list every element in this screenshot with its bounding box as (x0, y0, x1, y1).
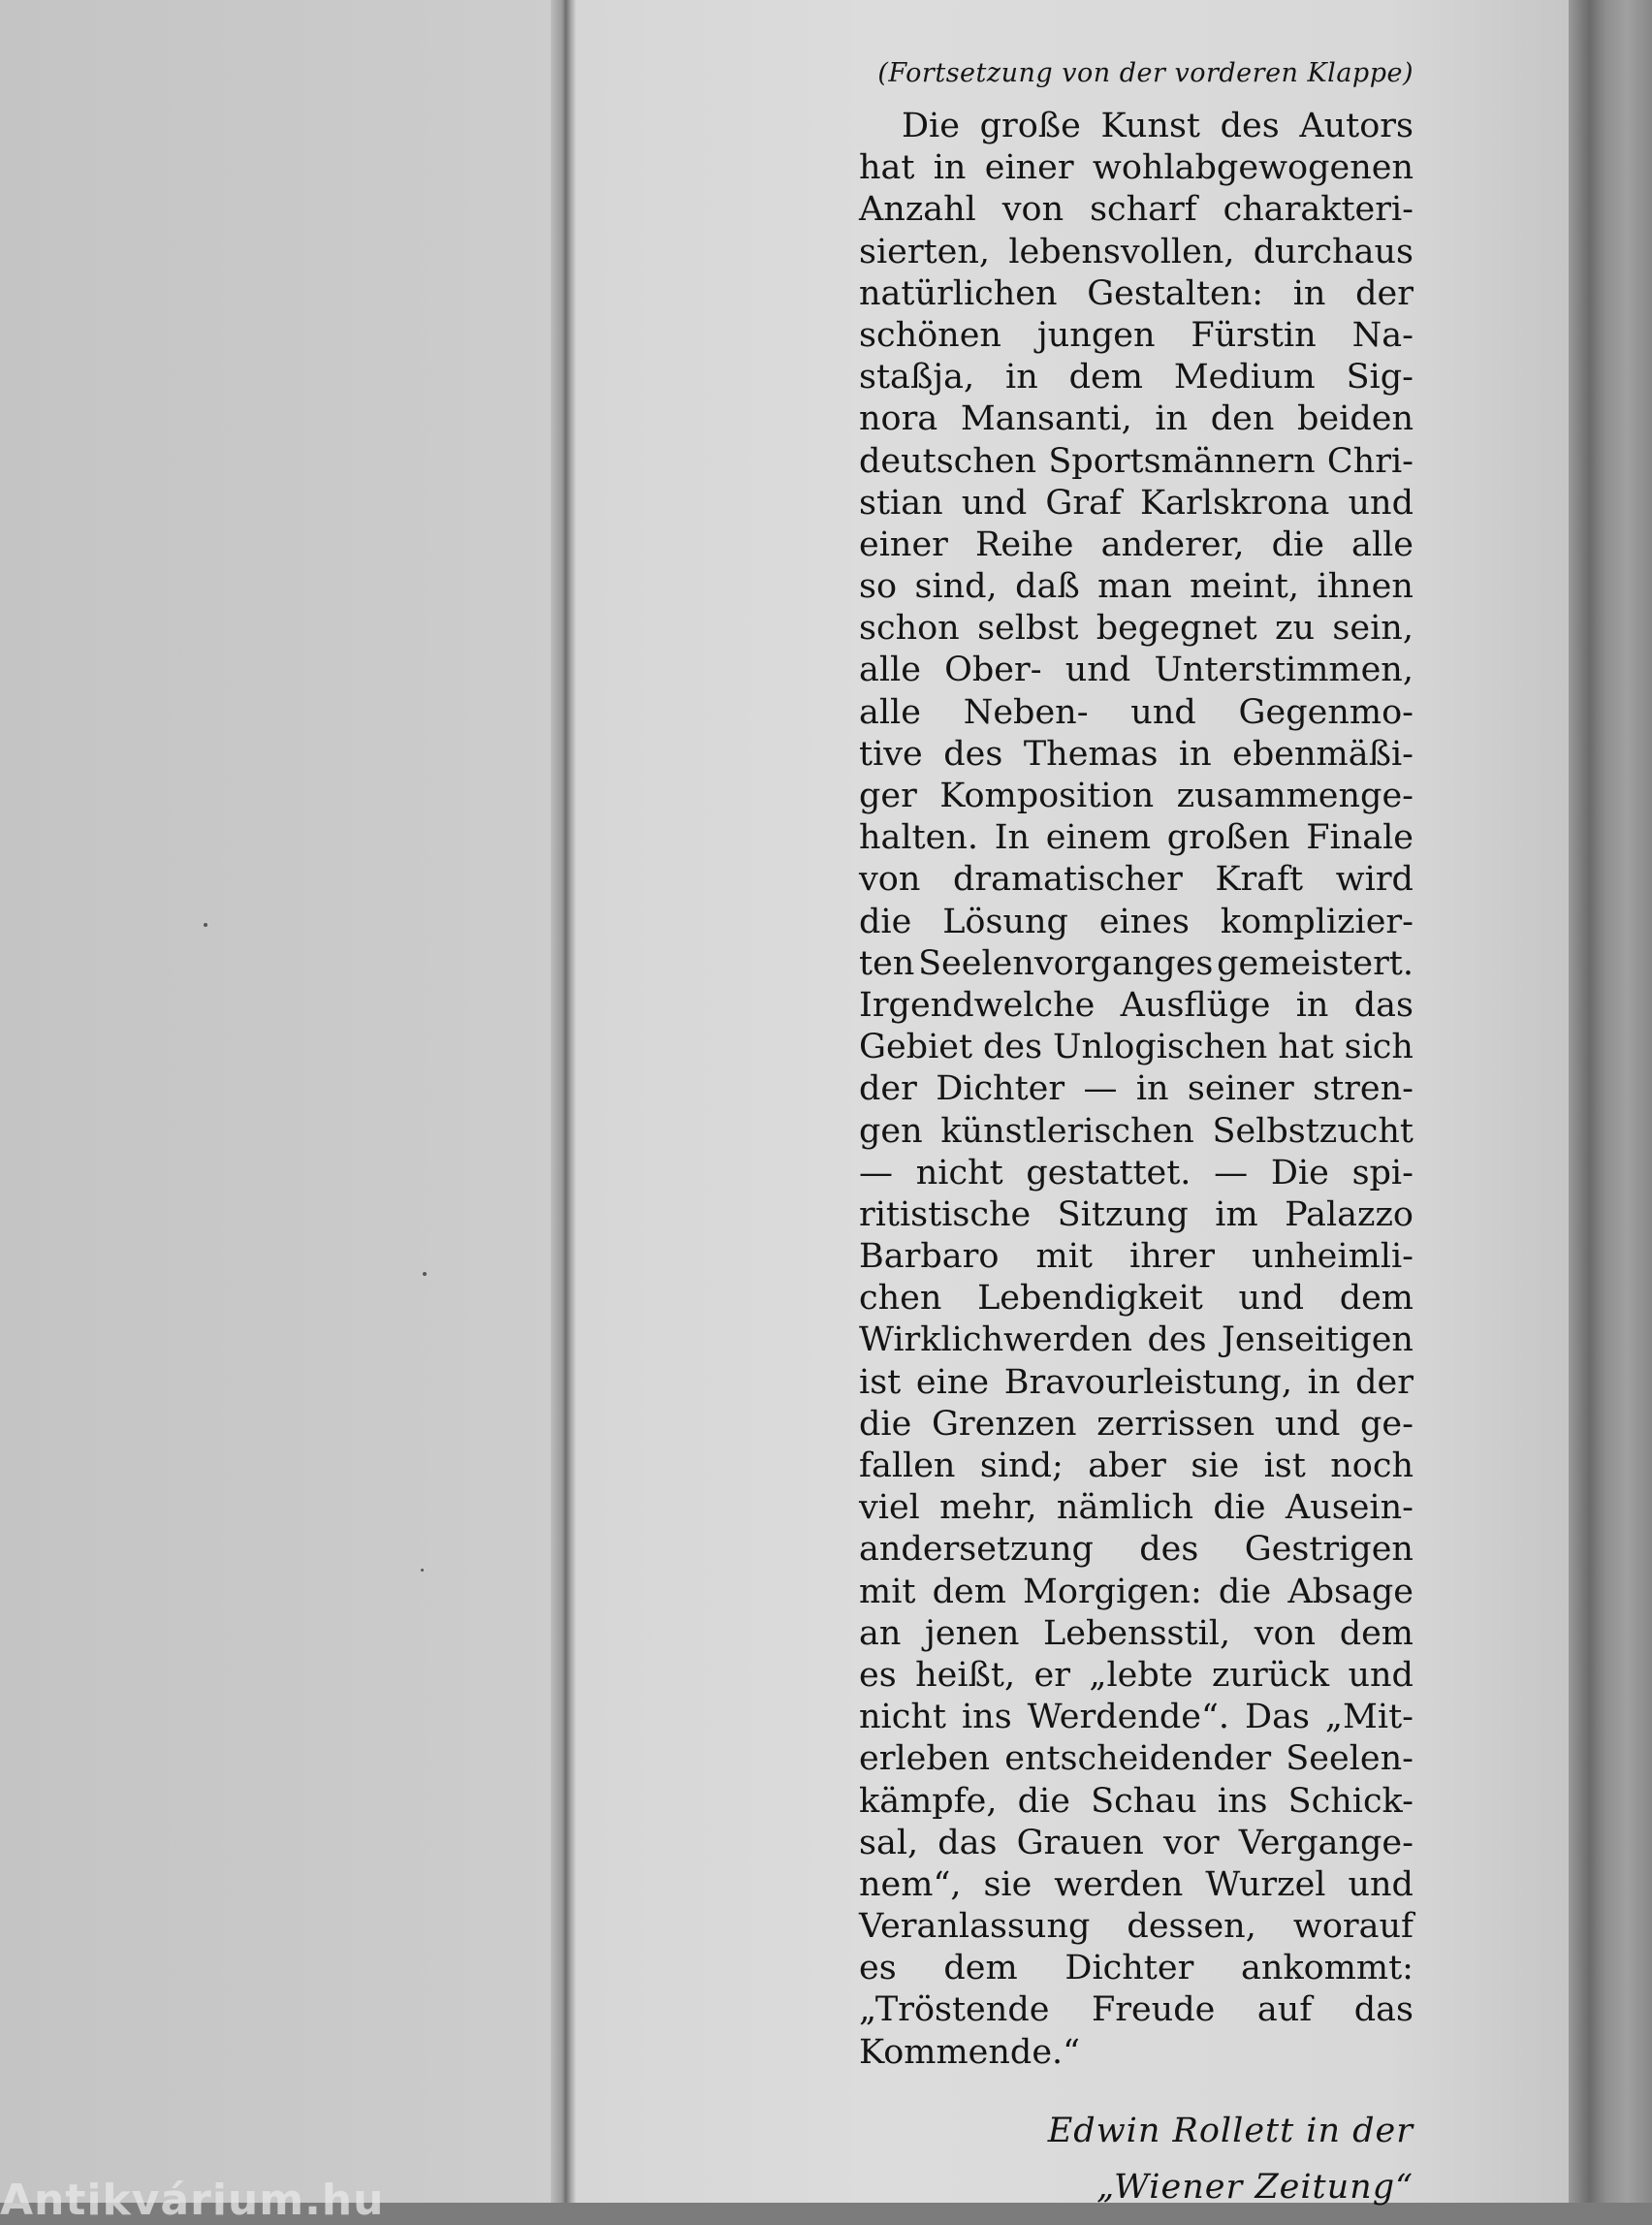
text-line: deutschen Sportsmännern Chri- (859, 441, 1414, 481)
text-line: von dramatischer Kraft wird (859, 860, 1414, 900)
attribution (859, 2103, 1414, 2215)
text-line: nem“, sie werden Wurzel und (859, 1864, 1414, 1904)
text-line: halten. In einem großen Finale (859, 818, 1414, 858)
text-line: der Dichter — in seiner stren- (859, 1069, 1414, 1109)
text-line: ritistische Sitzung im Palazzo (859, 1194, 1414, 1234)
text-line: es dem Dichter ankommt: (859, 1949, 1414, 1988)
text-line: Gebiet des Unlogischen hat sich (859, 1028, 1414, 1067)
text-line: ist eine Bravourleistung, in der (859, 1362, 1414, 1402)
text-line: viel mehr, nämlich die Ausein- (859, 1488, 1414, 1528)
text-line: hat in einer wohlabgewogenen (859, 148, 1414, 188)
text-line: Anzahl von scharf charakteri- (859, 190, 1414, 230)
text-line: erleben entscheidender Seelen- (859, 1739, 1414, 1779)
paper-speck (421, 1569, 424, 1572)
continuation-note: (Fortsetzung von der vorderen Klappe) (877, 58, 1414, 88)
text-line: Wirklichwerden des Jenseitigen (859, 1320, 1414, 1360)
text-line: fallen sind; aber sie ist noch (859, 1446, 1414, 1485)
text-line: stian und Graf Karlskrona und (859, 483, 1414, 523)
watermark-logo: Antikvárium.hu (0, 2176, 385, 2225)
text-line: sal, das Grauen vor Vergange- (859, 1823, 1414, 1862)
text-line: die Lösung eines komplizier- (859, 902, 1414, 941)
text-line: es heißt, er „lebte zurück und (859, 1655, 1414, 1695)
text-line: chen Lebendigkeit und dem (859, 1279, 1414, 1319)
paper-speck (423, 1272, 427, 1276)
text-line: sierten, lebensvollen, durchaus (859, 232, 1414, 271)
text-line: mit dem Morgigen: die Absage (859, 1572, 1414, 1611)
attribution-source: „Wiener Zeitung“ (1096, 2167, 1414, 2207)
text-line: tive des Themas in ebenmäßi- (859, 734, 1414, 774)
text-line: so sind, daß man meint, ihnen (859, 567, 1414, 607)
attribution-author: Edwin Rollett in der (1047, 2111, 1414, 2150)
paper-speck (204, 923, 207, 927)
text-line: staßja, in dem Medium Sig- (859, 358, 1414, 397)
text-line: Kommende.“ (859, 2032, 1081, 2072)
book-gutter (551, 0, 576, 2203)
text-line: nicht ins Werdende“. Das „Mit- (859, 1698, 1414, 1737)
text-line: alle Ober- und Unterstimmen, (859, 651, 1414, 690)
text-line: ger Komposition zusammenge- (859, 777, 1414, 815)
text-line: alle Neben- und Gegenmo- (859, 692, 1414, 732)
text-line: kämpfe, die Schau ins Schick- (859, 1781, 1414, 1821)
text-line: andersetzung des Gestrigen (859, 1530, 1414, 1570)
text-line: Barbaro mit ihrer unheimli- (859, 1237, 1414, 1277)
text-line: schönen jungen Fürstin Na- (859, 315, 1414, 355)
text-line: natürlichen Gestalten: in der (859, 273, 1414, 313)
text-line: — nicht gestattet. — Die spi- (859, 1153, 1414, 1192)
text-line: Veranlassung dessen, worauf (859, 1907, 1414, 1947)
text-line: ten Seelenvorganges gemeistert. (859, 943, 1414, 983)
text-line: Irgendwelche Ausflüge in das (859, 985, 1414, 1025)
text-line: nora Mansanti, in den beiden (859, 399, 1414, 439)
text-line: die Grenzen zerrissen und ge- (859, 1404, 1414, 1444)
flap-text-column (859, 58, 1414, 2215)
text-line: Die große Kunst des Autors (902, 107, 1414, 145)
blurb-body-text (859, 106, 1414, 2074)
text-line: schon selbst begegnet zu sein, (859, 609, 1414, 649)
left-blank-page (0, 0, 557, 2203)
text-line: „Tröstende Freude auf das (859, 1990, 1414, 2030)
text-line: gen künstlerischen Selbstzucht (859, 1111, 1414, 1151)
text-line: einer Reihe anderer, die alle (859, 524, 1414, 564)
text-line: an jenen Lebensstil, von dem (859, 1613, 1414, 1653)
book-cover-edge (1569, 0, 1652, 2203)
